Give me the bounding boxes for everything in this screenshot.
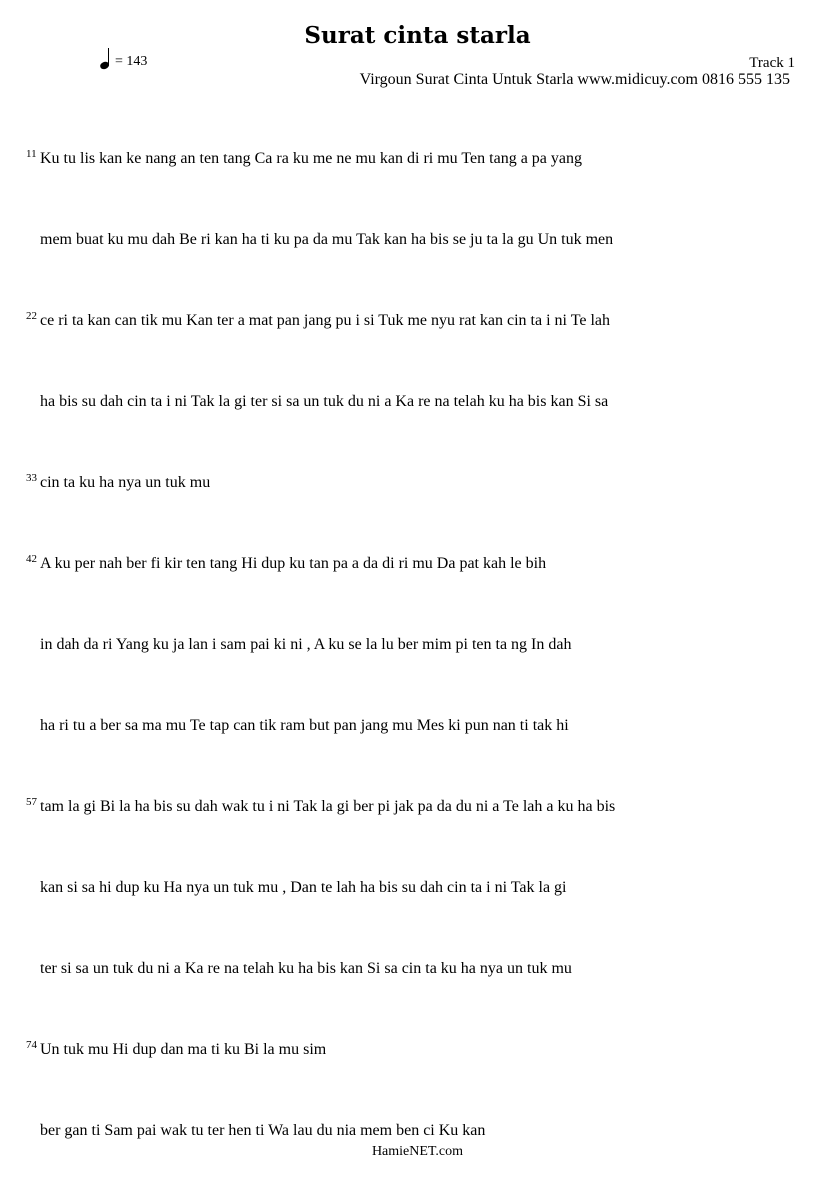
lyric-text: ber gan ti Sam pai wak tu ter hen ti Wa lau du nia mem ben ci Ku kan: [40, 1122, 486, 1139]
lyric-line: [40, 150, 795, 168]
lyric-line: [40, 312, 795, 330]
measure-number: 42: [26, 553, 37, 565]
lyric-text: kan si sa hi dup ku Ha nya un tuk mu , Dan te lah ha bis su dah cin ta i ni Tak la gi: [40, 879, 567, 896]
lyric-text: in dah da ri Yang ku ja lan i sam pai ki ni , A ku se la lu ber mim pi ten ta ng In dah: [40, 636, 572, 653]
lyric-text: ha ri tu a ber sa ma mu Te tap can tik ram but pan jang mu Mes ki pun nan ti tak hi: [40, 717, 569, 734]
lyric-line: [40, 393, 795, 411]
lyric-text: tam la gi Bi la ha bis su dah wak tu i ni Tak la gi ber pi jak pa da du ni a Te lah a ku ha bis: [40, 798, 616, 815]
tempo-marking: [100, 48, 147, 70]
lyric-text: ce ri ta kan can tik mu Kan ter a mat pan jang pu i si Tuk me nyu rat kan cin ta i ni Te lah: [40, 312, 610, 329]
measure-number: 33: [26, 472, 37, 484]
lyric-text: Ku tu lis kan ke nang an ten tang Ca ra ku me ne mu kan di ri mu Ten tang a pa yang: [40, 150, 582, 167]
song-subtitle: Virgoun Surat Cinta Untuk Starla www.midicuy.com 0816 555 135: [359, 71, 790, 88]
lyric-line: [40, 636, 795, 654]
song-title: Surat cinta starla: [304, 22, 531, 49]
lyric-line: [40, 960, 795, 978]
lyric-text: mem buat ku mu dah Be ri kan ha ti ku pa da mu Tak kan ha bis se ju ta la gu Un tuk men: [40, 231, 614, 248]
lyric-text: ter si sa un tuk du ni a Ka re na telah ku ha bis kan Si sa cin ta ku ha nya un tuk mu: [40, 960, 572, 977]
measure-number: 11: [26, 148, 37, 160]
lyric-text: ha bis su dah cin ta i ni Tak la gi ter si sa un tuk du ni a Ka re na telah ku ha bis kan Si sa: [40, 393, 609, 410]
lyric-text: cin ta ku ha nya un tuk mu: [40, 474, 211, 491]
lyric-text: A ku per nah ber fi kir ten tang Hi dup ku tan pa a da di ri mu Da pat kah le bih: [40, 555, 547, 572]
quarter-note-icon: [100, 48, 112, 70]
measure-number: 22: [26, 310, 37, 322]
lyric-text: Un tuk mu Hi dup dan ma ti ku Bi la mu sim: [40, 1041, 327, 1058]
lyric-line: [40, 879, 795, 897]
measure-number: 74: [26, 1039, 37, 1051]
track-label: Track 1: [749, 55, 795, 71]
lyric-line: [40, 1122, 795, 1140]
lyric-line: [40, 555, 795, 573]
lyric-line: [40, 1041, 795, 1059]
lyric-line: [40, 474, 795, 492]
tempo-value: = 143: [115, 54, 148, 69]
lyric-line: [40, 798, 795, 816]
measure-number: 57: [26, 796, 37, 808]
lyric-line: [40, 717, 795, 735]
footer-credit: HamieNET.com: [371, 1144, 464, 1159]
lyric-line: [40, 231, 795, 249]
